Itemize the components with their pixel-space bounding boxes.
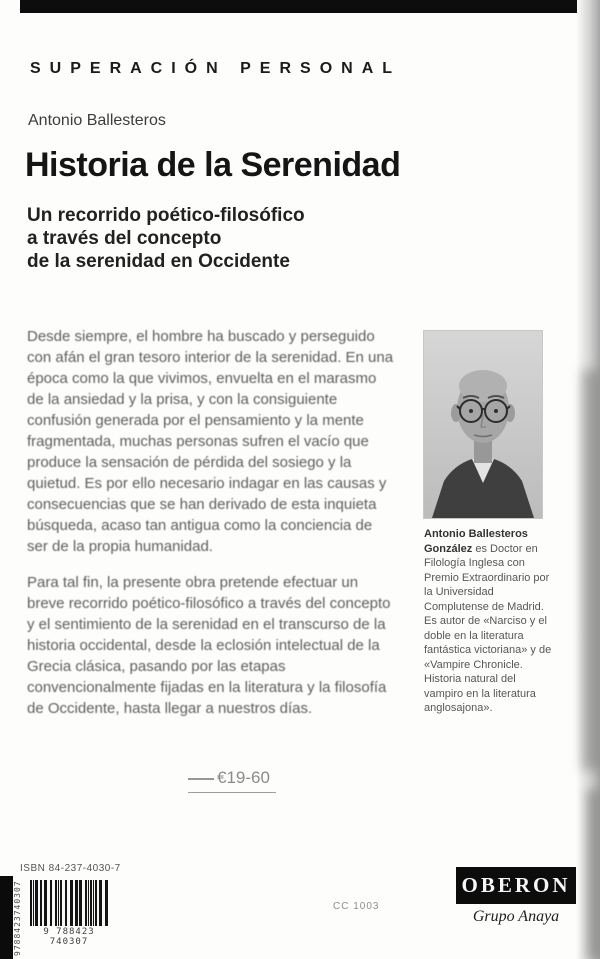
subtitle-line-1: Un recorrido poético-filosófico (27, 205, 305, 226)
author-photo (424, 331, 542, 518)
collection-title: SUPERACIÓN PERSONAL (30, 60, 402, 77)
author-photo-illustration (424, 331, 542, 518)
author-bio-text: es Doctor en Filología Inglesa con Premio Extraordinario por la Universidad Complutense de Madrid. Es autor de «Narciso y el doble en la literatura fantástica victoriana» y de «Vampire Chronicle. Historia natural del vampiro en la literatura anglosajona». (424, 542, 552, 714)
publisher-logo: OBERON (456, 867, 576, 904)
synopsis (27, 326, 397, 719)
scan-edge-strip (0, 876, 13, 959)
barcode (30, 880, 108, 947)
barcode-vertical-digits: 9788423740307 (13, 880, 22, 956)
publisher-group: Grupo Anaya (472, 908, 560, 925)
synopsis-paragraph-2: Para tal fin, la presente obra pretende efectuar un breve recorrido poético-filosófico a través del concepto y el sentimiento de la serenidad en el transcurso de la historia occidental, desde la eclosión intelectual de la Grecia clásica, pasando por las etapas convencionalmente fijadas en la literatura y la filosofía de Occidente, hasta llegar a nuestros días. (27, 574, 391, 717)
scan-smudge (582, 370, 600, 770)
subtitle-line-2: a través del concepto (27, 228, 222, 249)
book-subtitle (27, 204, 305, 273)
book-title: Historia de la Serenidad (25, 146, 401, 184)
author-name: Antonio Ballesteros (28, 112, 166, 129)
synopsis-paragraph-1: Desde siempre, el hombre ha buscado y perseguido con afán el gran tesoro interior de la serenidad. En una época como la que vivimos, envuelta en el marasmo de la ansiedad y la prisa, y con la consiguiente confusión generada por el pensamiento y la mente fragmentada, muchas personas sufren el vacío que produce la sensación de pérdida del sosiego y la quietud. Es por ello necesario indagar en las causas y consecuencias que se han derivado de esta inquieta búsqueda, acaso tan antigua como la conciencia de ser de la propia humanidad. (27, 328, 394, 555)
isbn-text: ISBN 84-237-4030-7 (20, 863, 121, 874)
barcode-bars (30, 880, 108, 926)
barcode-digits: 9 788423 740307 (43, 927, 95, 947)
author-bio-name: Antonio Ballesteros González (424, 528, 528, 555)
scan-smudge-bottom (586, 790, 600, 959)
subtitle-line-3: de la serenidad en Occidente (27, 251, 290, 272)
top-black-bar (20, 0, 577, 13)
price-strike-line (188, 778, 214, 780)
author-bio (424, 527, 557, 716)
print-code: CC 1003 (333, 901, 380, 912)
price-value: €19-60 (217, 768, 270, 787)
price-stamp (188, 768, 276, 793)
